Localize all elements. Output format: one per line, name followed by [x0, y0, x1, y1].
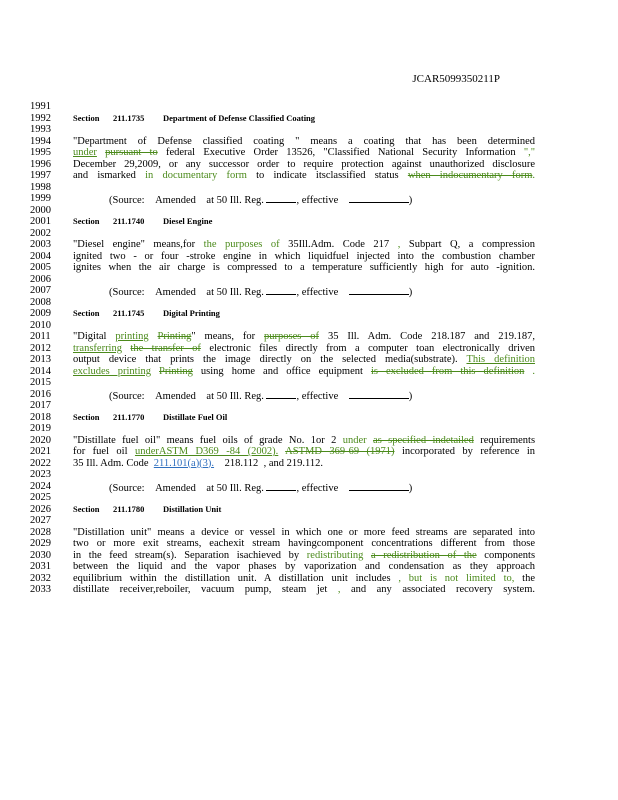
body-line: for fuel oil underASTM D369 -84 (2002). ASTMD 369-69 (1971) incorporated by reference in: [73, 446, 535, 457]
reference-link[interactable]: 211.101(a)(3).: [153, 457, 215, 469]
line-number: 1997: [30, 170, 51, 181]
line-number: 2030: [30, 549, 51, 561]
section-heading-1735: Section 211.1735 Department of Defense Classified Coating: [73, 112, 316, 123]
document-code: JCAR5099350211P: [412, 73, 500, 85]
body-line: "Distillation unit" means a device or vessel in which one or more feed streams are separated into: [73, 526, 535, 538]
line-number: 2002: [30, 227, 51, 239]
line-number: 2017: [30, 400, 51, 411]
line-number: 2010: [30, 319, 51, 331]
line-number: 2009: [30, 308, 51, 319]
line-number: 2027: [30, 515, 51, 526]
line-number: 2031: [30, 561, 51, 572]
line-number: 2024: [30, 480, 51, 492]
line-number: 2011: [30, 331, 51, 342]
body-line: "Distillate fuel oil" means fuel oils of grade No. 1or 2 under as specified indetailed requirements: [73, 434, 536, 446]
line-number: 2004: [30, 250, 51, 262]
body-line: excludes printing Printing using home and office equipment is excluded from this definition .: [73, 365, 536, 377]
line-number: 2023: [30, 469, 51, 480]
line-number: 2021: [30, 446, 51, 457]
body-line: "Digital printing Printing" means, for purposes of 35 Ill. Adm. Code 218.187 and 219.187,: [73, 331, 536, 342]
body-line: output device that prints the image directly on the selected media(substrate). This definition: [73, 354, 536, 365]
line-number: 2014: [30, 365, 51, 377]
body-line: distillate receiver,reboiler, vacuum pump, steam jet , and any associated recovery system.: [73, 584, 535, 595]
line-number: 2020: [30, 434, 51, 446]
line-number: 1994: [30, 135, 51, 147]
source-note: (Source: Amended at 50 Ill. Reg. , effective ): [109, 390, 413, 402]
line-number: 2015: [30, 377, 51, 388]
body-line: "Department of Defense classified coating " means a coating that has been determined: [73, 135, 535, 147]
line-number: 2007: [30, 285, 51, 296]
line-number: 2003: [30, 239, 51, 250]
document-body: [73, 101, 535, 596]
line-number: 2001: [30, 216, 51, 227]
section-heading-1745: Section 211.1745 Digital Printing: [73, 308, 220, 318]
line-number: 2005: [30, 262, 51, 273]
section-heading-1780: Section 211.1780 Distillation Unit: [73, 503, 222, 514]
body-line: transferring the transfer of electronic files directly from a computer toan electronically driven: [73, 342, 536, 354]
body-line: two or more exit streams, eachexit stream havingcomponent concentrations different from those: [73, 538, 535, 549]
line-number: 2006: [30, 273, 51, 285]
line-number: 2016: [30, 388, 51, 400]
line-number: 2028: [30, 526, 51, 538]
line-number: 1995: [30, 147, 51, 158]
line-number: 2000: [30, 204, 51, 216]
line-numbers: [30, 101, 58, 596]
line-number: 1999: [30, 193, 51, 204]
body-line: under pursuant to federal Executive Order 13526, "Classified National Security Information ",": [73, 147, 536, 158]
line-number: 1996: [30, 158, 51, 170]
body-line: and ismarked in documentary form to indicate itsclassified status when indocumentary form.: [73, 170, 536, 181]
source-note: (Source: Amended at 50 Ill. Reg. , effective ): [109, 195, 413, 206]
body-line: ignited two - or four -stroke engine in which liquidfuel injected into the combustion chamber: [73, 250, 535, 262]
source-note: (Source: Amended at 50 Ill. Reg. , effective ): [109, 287, 413, 298]
line-number: 2032: [30, 572, 51, 584]
body-line: ignites when the air charge is compressed to a temperature sufficiently high for auto -ignition.: [73, 262, 535, 273]
line-number: 2019: [30, 423, 51, 434]
line-number: 1998: [30, 181, 51, 193]
body-line: "Diesel engine" means,for the purposes of 35Ill.Adm. Code 217 , Subpart Q, a compression: [73, 239, 536, 250]
body-line: in the feed stream(s). Separation isachieved by redistributing a redistribution of the components: [73, 549, 536, 561]
line-number: 2022: [30, 457, 51, 469]
line-number: 2018: [30, 411, 51, 423]
section-heading-1770: Section 211.1770 Distillate Fuel Oil: [73, 411, 228, 422]
source-note: (Source: Amended at 50 Ill. Reg. , effective ): [109, 482, 413, 494]
body-line: December 29,2009, or any successor order to require protection against unauthorized disclosure: [73, 158, 535, 170]
line-number: 1992: [30, 112, 51, 124]
body-line: 35 Ill. Adm. Code 211.101(a)(3). 218.112 , and 219.112.: [73, 457, 323, 469]
line-number: 2008: [30, 296, 51, 308]
line-number: 1993: [30, 124, 51, 135]
body-line: between the liquid and the vapor phases by vaporization and condensation as they approach: [73, 561, 535, 572]
line-number: 2013: [30, 354, 51, 365]
line-number: 2012: [30, 342, 51, 354]
line-number: 2033: [30, 584, 51, 595]
line-number: 2025: [30, 492, 51, 503]
body-line: equilibrium within the distillation unit. A distillation unit includes , but is not limited to, the: [73, 572, 535, 584]
line-number: 1991: [30, 101, 51, 112]
section-heading-1740: Section 211.1740 Diesel Engine: [73, 216, 213, 226]
line-number: 2029: [30, 538, 51, 549]
line-number: 2026: [30, 503, 51, 515]
